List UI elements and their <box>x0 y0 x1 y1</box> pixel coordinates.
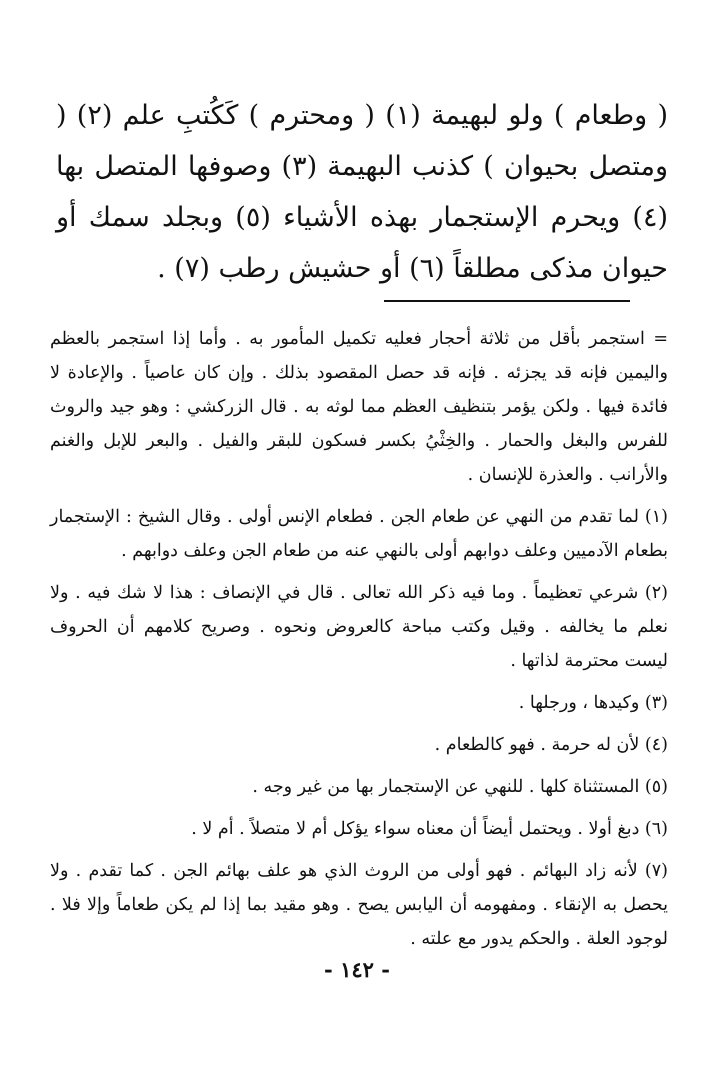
page-number: - ١٤٢ - <box>324 957 390 982</box>
footnote-5: (٥) المستثناة كلها . للنهي عن الإستجمار بها من غير وجه . <box>252 777 668 797</box>
footnote-2: (٢) شرعي تعظيماً . وما فيه ذكر الله تعالى . قال في الإنصاف : هذا لا شك فيه . ولا نعلم ما يخالفه . وقيل وكتب مباحة كالعروض ونحوه . وصريح كلامهم أن الحروف ليست محترمة لذاتها . <box>50 583 668 671</box>
footnote-4: (٤) لأن له حرمة . فهو كالطعام . <box>434 735 668 755</box>
main-text-block <box>56 90 668 294</box>
footnote-separator <box>384 300 630 302</box>
footnotes-block <box>50 322 668 964</box>
main-paragraph: ( وطعام ) ولو لبهيمة (١) ( ومحترم ) كَكُتبِ علم (٢) ( ومتصل بحيوان ) كذنب البهيمة (٣) وصوفها المتصل بها (٤) ويحرم الإستجمار بهذه الأشياء (٥) وبجلد سمك أو حيوان مذكى مطلقاً (٦) أو حشيش رطب (٧) . <box>56 100 669 284</box>
footnote-7: (٧) لأنه زاد البهائم . فهو أولى من الروث الذي هو علف بهائم الجن . كما تقدم . ولا يحصل به الإنقاء . ومفهومه أن اليابس يصح . وهو مقيد بما إذا لم يكن طعاماً وإلا فلا . لوجود العلة . والحكم يدور مع علته . <box>50 861 668 949</box>
footnote-6: (٦) دبغ أولا . ويحتمل أيضاً أن معناه سواء يؤكل أم لا متصلاً . أم لا . <box>191 819 668 839</box>
footnote-continuation: = استجمر بأقل من ثلاثة أحجار فعليه تكميل المأمور به . وأما إذا استجمر بالعظم واليمين فإنه قد يجزئه . فإنه قد حصل المقصود بذلك . وإن كان عاصياً . والإعادة لا فائدة فيها . ولكن يؤمر بتنظيف العظم مما لوثه به . قال الزركشي : وهو جيد والروث للفرس والبغل والحمار . والخِثْيُ بكسر فسكون للبقر والفيل . والبعر للإبل والغنم والأرانب . والعذرة للإنسان . <box>50 329 668 485</box>
footnote-3: (٣) وكيدها ، ورجلها . <box>518 693 668 713</box>
footnote-1: (١) لما تقدم من النهي عن طعام الجن . فطعام الإنس أولى . وقال الشيخ : الإستجمار بطعام الآدميين وعلف دوابهم أولى بالنهي عنه من طعام الجن وعلف دوابهم . <box>50 507 668 561</box>
